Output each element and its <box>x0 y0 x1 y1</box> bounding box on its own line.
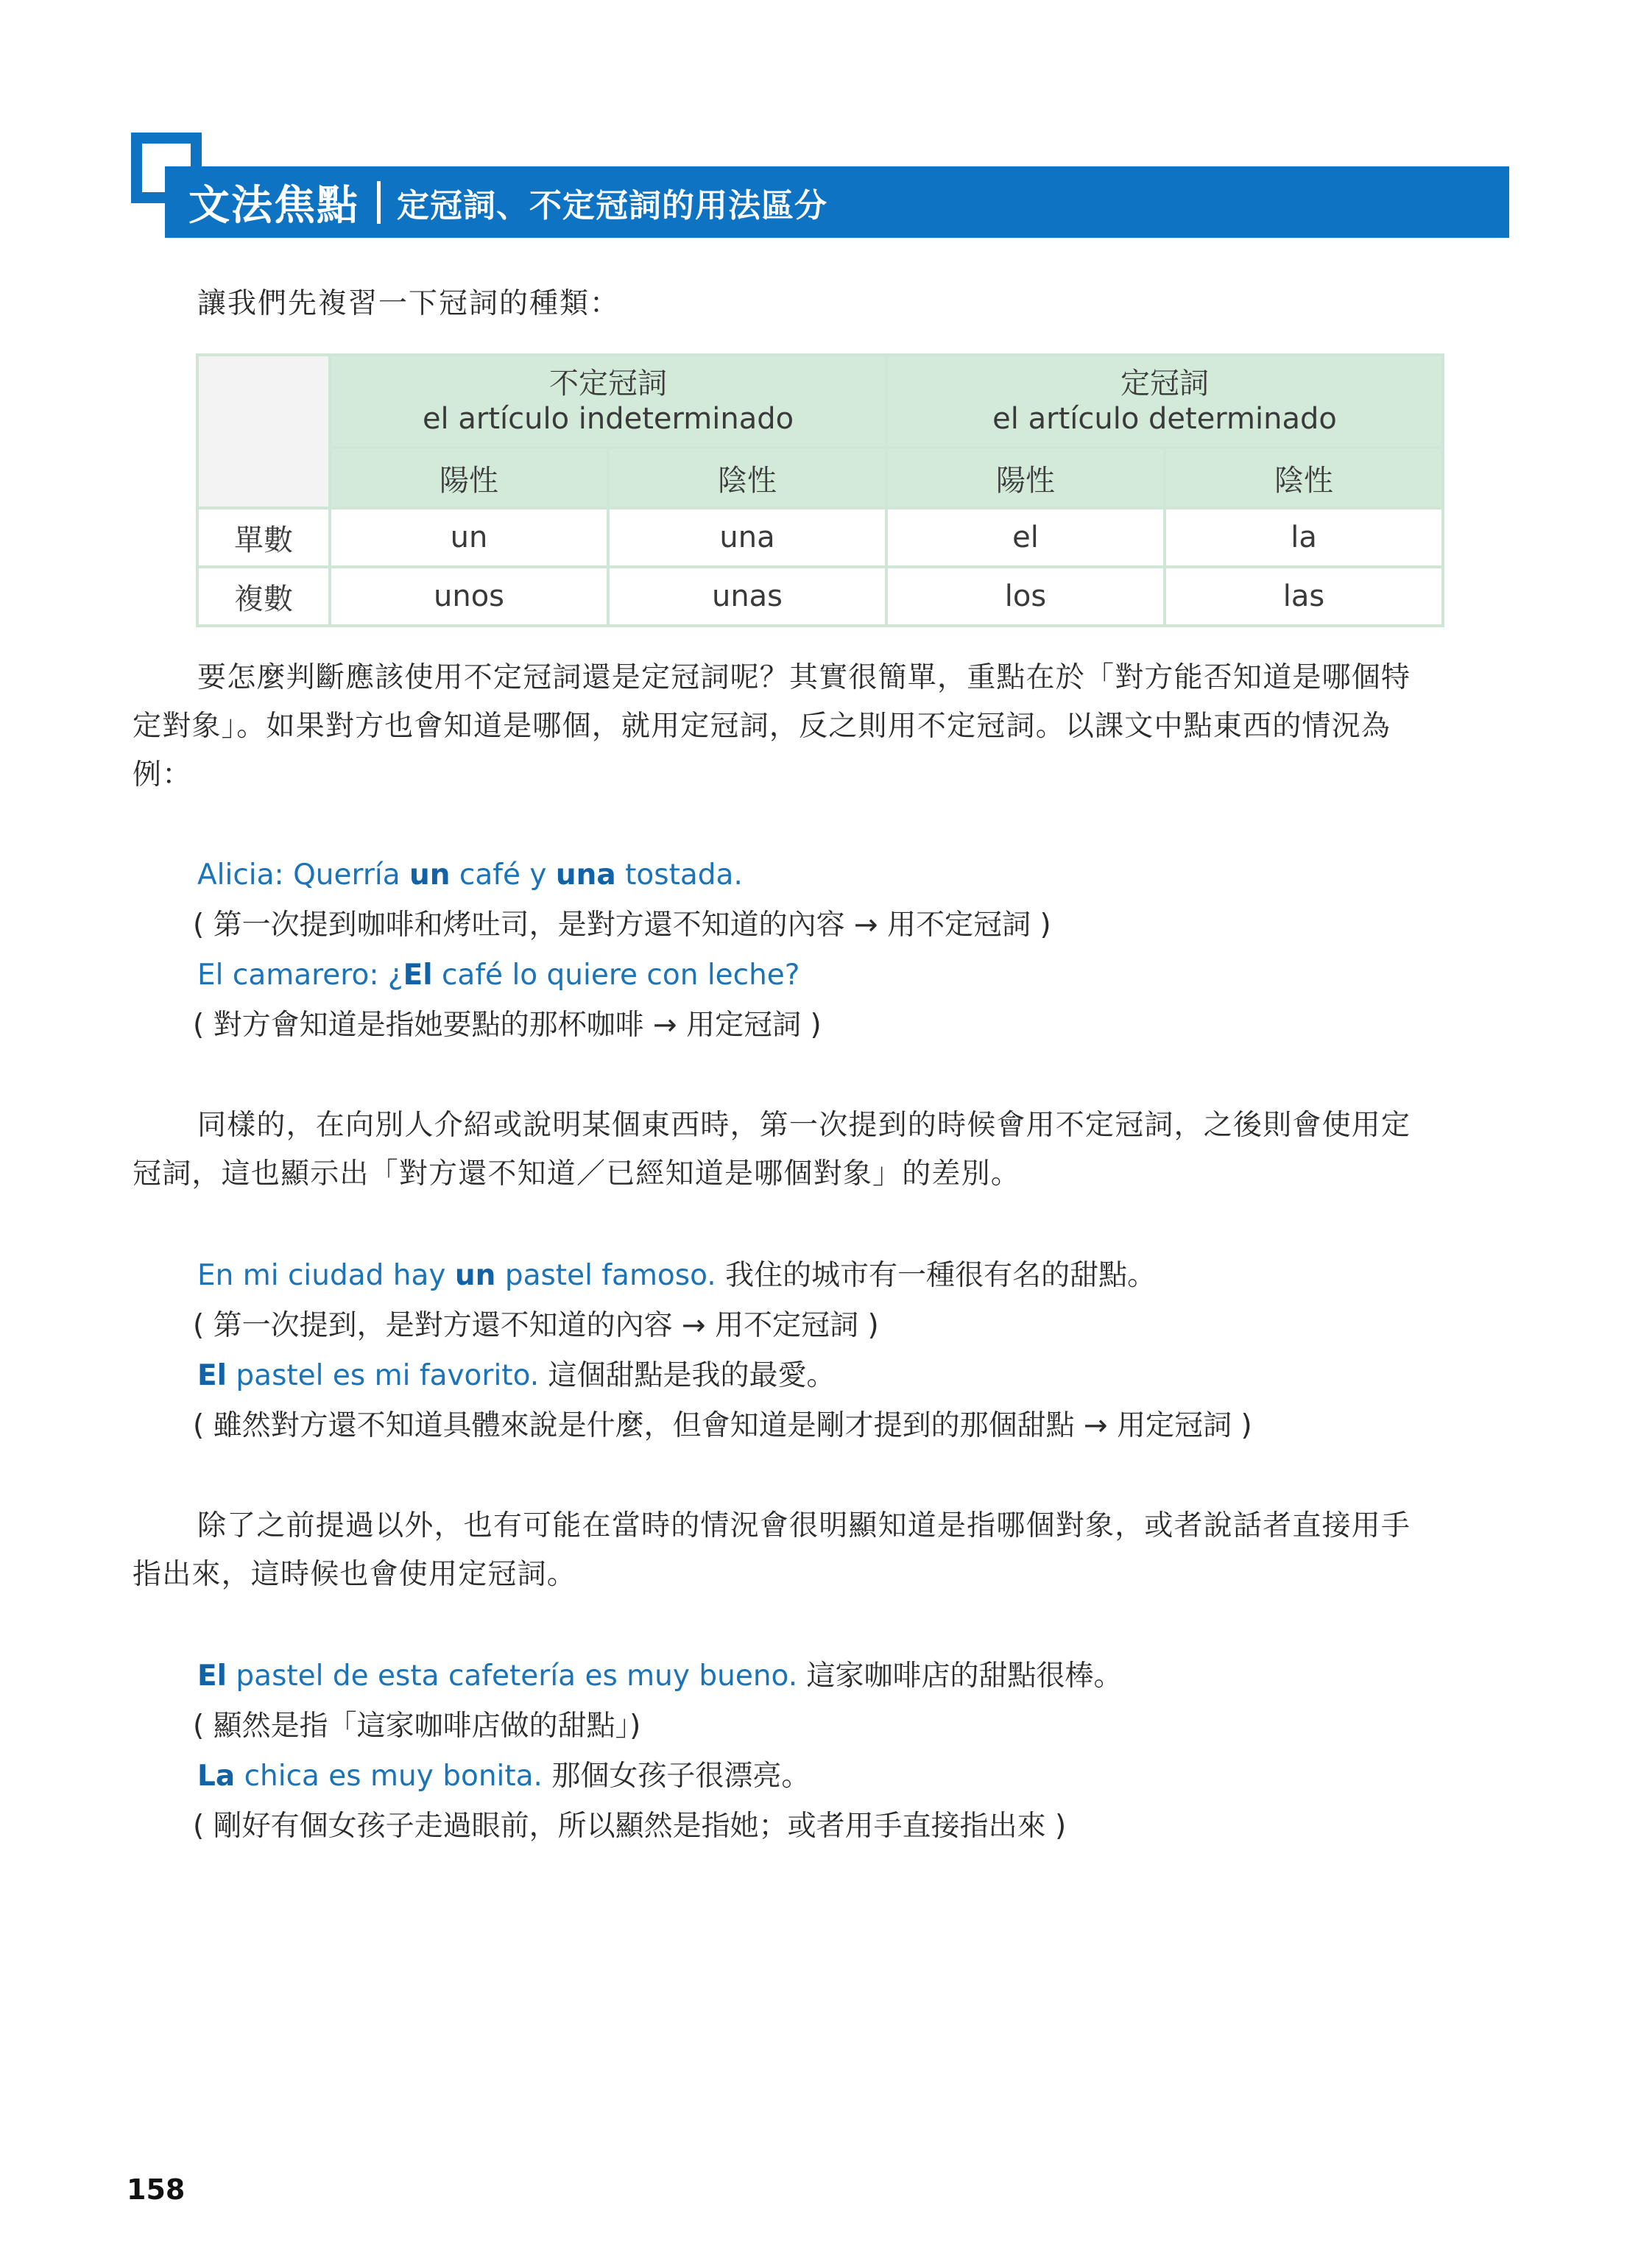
example-note: ( 剛好有個女孩子走過眼前，所以顯然是指她；或者用手直接指出來 ) <box>193 1810 1067 1843</box>
paragraph-line: 冠詞，這也顯示出「對方還不知道／已經知道是哪個對象」的差別。 <box>133 1157 1021 1191</box>
table-cell: la <box>1165 508 1443 567</box>
example-sentence: El pastel es mi favorito. 這個甜點是我的最愛。 <box>197 1359 836 1392</box>
gender-header-feminine: 陰性 <box>1165 448 1443 508</box>
indefinite-header-cn: 不定冠詞 <box>549 367 667 401</box>
table-cell: un <box>330 508 608 567</box>
heading-separator <box>377 181 381 224</box>
heading-title: 文法焦點 <box>188 181 359 230</box>
example-sentence: En mi ciudad hay un pastel famoso. 我住的城市有一種很有名的甜點。 <box>197 1259 1157 1292</box>
article-table <box>196 353 1444 627</box>
row-label-plural: 複數 <box>197 567 330 626</box>
example-sentence: Alicia: Querría un café y una tostada. <box>197 858 743 892</box>
paragraph-line: 定對象」。如果對方也會知道是哪個，就用定冠詞，反之則用不定冠詞。以課文中點東西的情況為 <box>133 710 1391 743</box>
section-heading <box>165 166 1509 238</box>
row-label-singular: 單數 <box>197 508 330 567</box>
table-row <box>197 508 1443 567</box>
example-note: ( 第一次提到咖啡和烤吐司，是對方還不知道的內容 → 用不定冠詞 ) <box>193 909 1051 942</box>
example-note: ( 第一次提到，是對方還不知道的內容 → 用不定冠詞 ) <box>193 1309 879 1342</box>
definite-header <box>886 355 1443 448</box>
example-note: ( 對方會知道是指她要點的那杯咖啡 → 用定冠詞 ) <box>193 1009 822 1042</box>
definite-header-cn: 定冠詞 <box>1120 367 1210 401</box>
paragraph-line: 同樣的，在向別人介紹或說明某個東西時，第一次提到的時候會用不定冠詞，之後則會使用定 <box>197 1109 1411 1142</box>
example-sentence: El camarero: ¿El café lo quiere con leche? <box>197 959 800 992</box>
paragraph-line: 要怎麼判斷應該使用不定冠詞還是定冠詞呢？其實很簡單，重點在於「對方能否知道是哪個特 <box>197 661 1411 694</box>
gender-header-masculine: 陽性 <box>886 448 1165 508</box>
table-row <box>197 567 1443 626</box>
table-cell: una <box>608 508 886 567</box>
intro-text: 讓我們先複習一下冠詞的種類： <box>197 287 621 320</box>
page-number: 158 <box>127 2173 186 2206</box>
example-note: ( 雖然對方還不知道具體來說是什麼，但會知道是剛才提到的那個甜點 → 用定冠詞 ) <box>193 1409 1252 1442</box>
gender-header-feminine: 陰性 <box>608 448 886 508</box>
paragraph-line: 例： <box>133 758 192 791</box>
paragraph-2 <box>133 1101 1509 1199</box>
table-cell: los <box>886 567 1165 626</box>
indefinite-header <box>330 355 886 448</box>
paragraph-1 <box>133 654 1509 800</box>
definite-header-es: el artículo determinado <box>992 402 1337 436</box>
example-note: ( 顯然是指「這家咖啡店做的甜點」) <box>193 1710 641 1743</box>
table-corner-cell <box>197 355 330 508</box>
table-cell: unos <box>330 567 608 626</box>
table-cell: unas <box>608 567 886 626</box>
example-sentence: La chica es muy bonita. 那個女孩子很漂亮。 <box>197 1760 811 1793</box>
example-sentence: El pastel de esta cafetería es muy bueno. 這家咖啡店的甜點很棒。 <box>197 1659 1123 1693</box>
table-cell: el <box>886 508 1165 567</box>
paragraph-line: 指出來，這時候也會使用定冠詞。 <box>133 1558 577 1591</box>
indefinite-header-es: el artículo indeterminado <box>422 402 794 436</box>
heading-subtitle: 定冠詞、不定冠詞的用法區分 <box>397 186 827 225</box>
paragraph-3 <box>133 1502 1509 1599</box>
gender-header-masculine: 陽性 <box>330 448 608 508</box>
table-cell: las <box>1165 567 1443 626</box>
paragraph-line: 除了之前提過以外，也有可能在當時的情況會很明顯知道是指哪個對象，或者說話者直接用手 <box>197 1509 1411 1542</box>
